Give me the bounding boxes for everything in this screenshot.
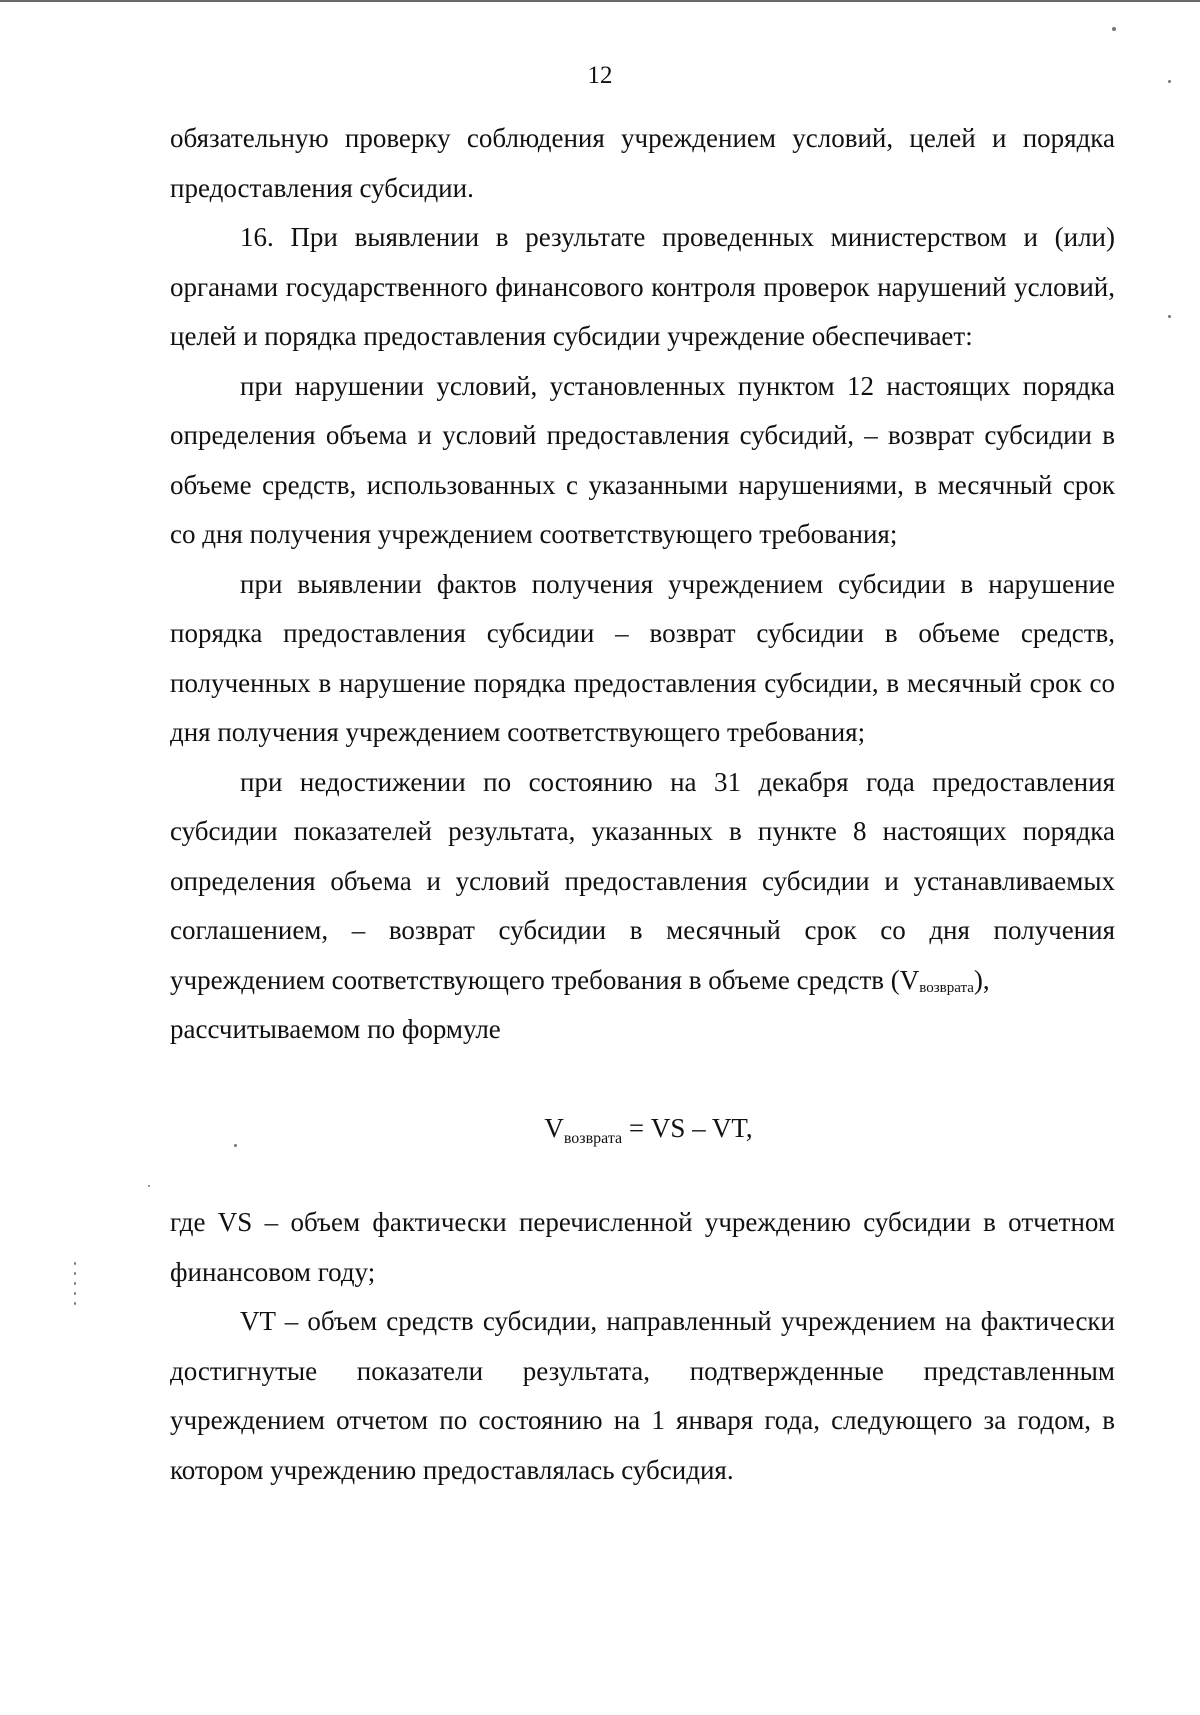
paragraph-result-shortfall xyxy=(170,758,1115,1006)
scan-speck xyxy=(74,1292,76,1295)
paragraph-condition-violation: при нарушении условий, установленных пунктом 12 настоящих порядка определения объема и условий предоставления субсидий, – возврат субсидии в объеме средств, использованных с указанными нарушениями, в месячный срок со дня получения учреждением соответствующего требования; xyxy=(170,370,1115,549)
paragraph-vt-definition: VT – объем средств субсидии, направленный учреждением на фактически достигнутые показатели результата, подтвержденные представленным учреждением отчетом по состоянию на 1 января года, следующего за годом, в котором учреждению предоставлялась субсидия. xyxy=(170,1306,1115,1485)
paragraph-continuation: обязательную проверку соблюдения учреждением условий, целей и порядка предоставления субсидии. xyxy=(170,123,1115,203)
scan-speck xyxy=(1112,27,1116,31)
paragraph-result-shortfall-text: при недостижении по состоянию на 31 декабря года предоставления субсидии показателей результата, указанных в пункте 8 настоящих порядка определения объема и условий предоставления субсидии и устанавливаемых соглашением, – возврат субсидии в месячный срок со дня получения учреждением соответствующего требования в объеме средств (V xyxy=(170,766,1115,995)
scan-speck xyxy=(74,1282,76,1285)
scan-speck xyxy=(74,1302,76,1305)
formula-rhs: = VS – VT, xyxy=(622,1112,753,1143)
formula xyxy=(170,1104,1115,1154)
v-return-subscript: возврата xyxy=(919,979,974,996)
paragraph-item-16: 16. При выявлении в результате проведенных министерством и (или) органами государственного финансового контроля проверок нарушений условий, целей и порядка предоставления субсидии учреждение обеспечивает: xyxy=(170,222,1115,351)
formula-lhs: V xyxy=(544,1112,564,1143)
page-number: 12 xyxy=(587,62,613,89)
scan-speck xyxy=(1168,80,1171,83)
scan-speck xyxy=(74,1262,76,1265)
scan-speck xyxy=(148,1185,150,1187)
scan-speck xyxy=(234,1144,237,1147)
scan-speck xyxy=(74,1272,76,1275)
document-body xyxy=(170,114,1115,1495)
scan-speck xyxy=(1168,315,1171,318)
scan-top-border xyxy=(0,0,1200,2)
paragraph-procedure-violation: при выявлении фактов получения учреждением субсидии в нарушение порядка предоставления субсидии – возврат субсидии в объеме средств, полученных в нарушение порядка предоставления субсидии, в месячный срок со дня получения учреждением соответствующего требования; xyxy=(170,568,1115,747)
formula-subscript: возврата xyxy=(563,1129,623,1147)
paragraph-result-shortfall-tail: ), xyxy=(973,964,990,995)
paragraph-vs-definition: где VS – объем фактически перечисленной учреждению субсидии в отчетном финансовом году; xyxy=(170,1207,1115,1287)
paragraph-formula-intro: рассчитываемом по формуле xyxy=(170,1014,501,1044)
